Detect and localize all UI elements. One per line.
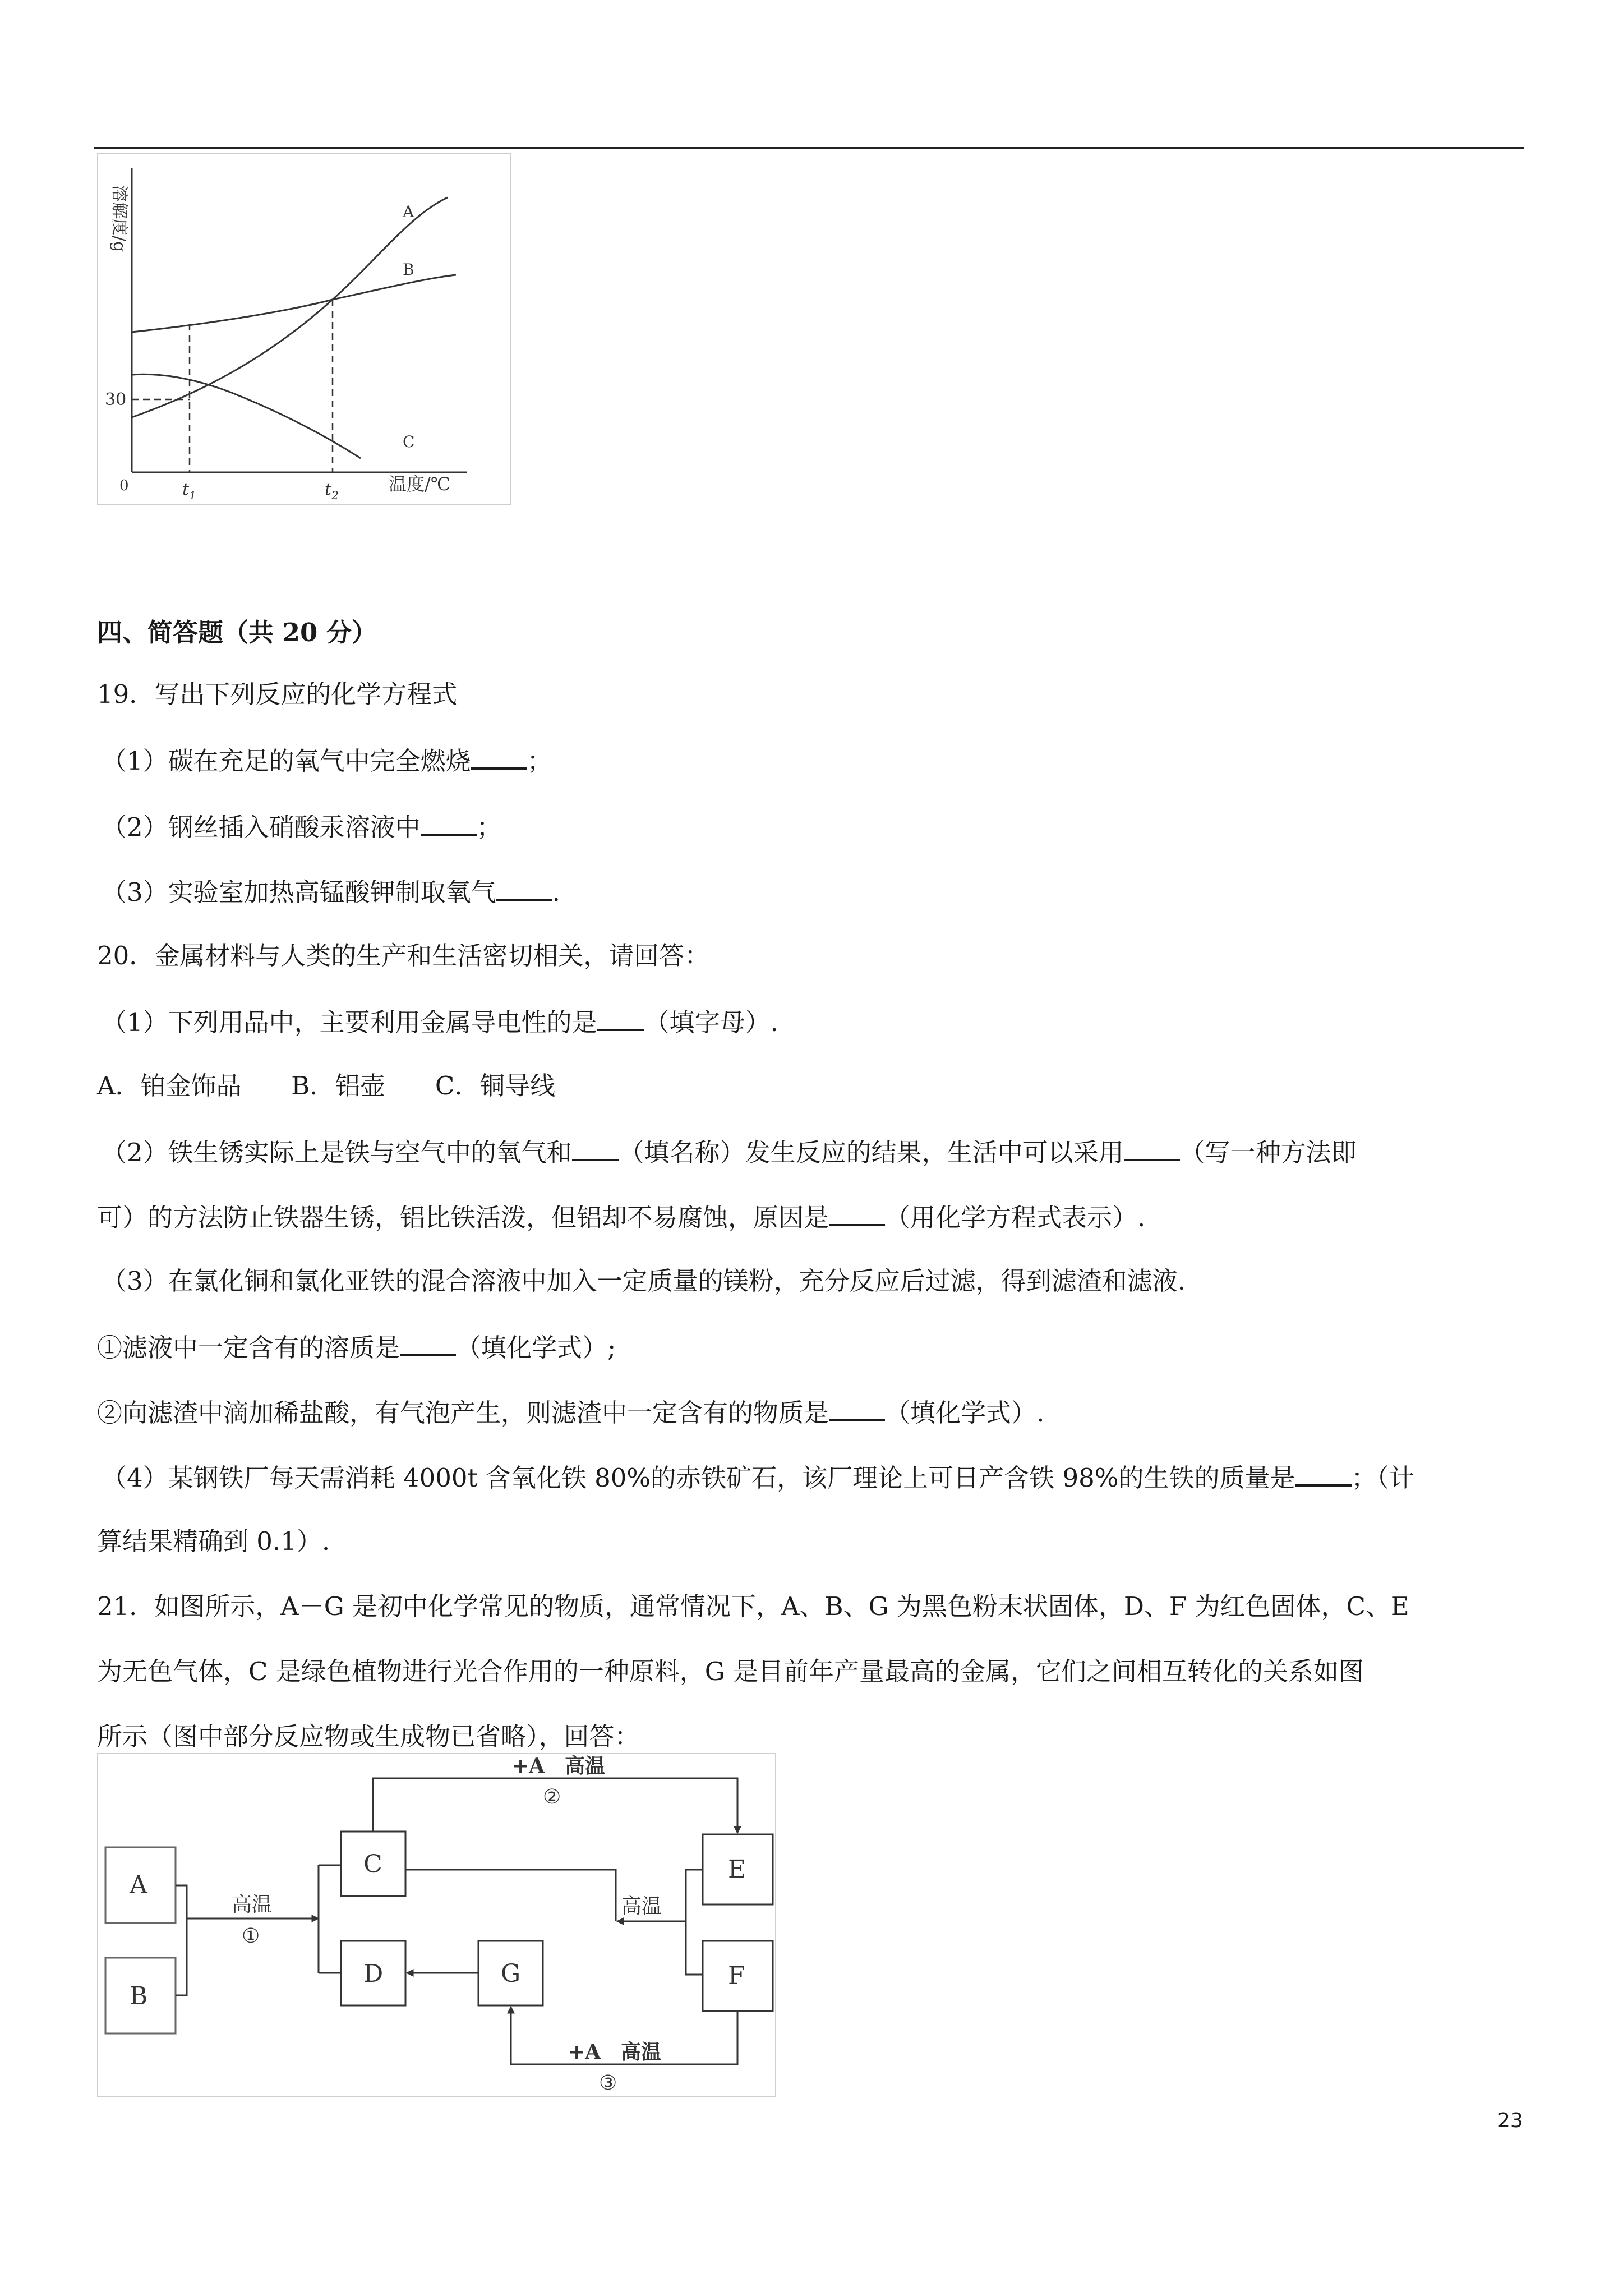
q20-part2-line2: 可）的方法防止铁器生锈，铝比铁活泼，但铝却不易腐蚀，原因是 （用化学方程式表示）. bbox=[97, 1199, 1145, 1235]
y-tick-30: 30 bbox=[105, 390, 127, 409]
y-axis-label: 溶解度/g bbox=[109, 185, 129, 252]
box-g-label: G bbox=[501, 1959, 521, 1988]
q19-part1: （1）碳在充足的氧气中完全燃烧 ； bbox=[102, 743, 552, 778]
curve-c bbox=[132, 374, 361, 458]
header-rule bbox=[94, 147, 1524, 149]
box-e-label: E bbox=[728, 1855, 746, 1884]
answer-blank bbox=[1295, 1460, 1352, 1487]
arrow1-condition: 高温 bbox=[232, 1893, 273, 1916]
arrow3-condition: +A 高温 bbox=[568, 2040, 662, 2064]
q20-option-c: C．铜导线 bbox=[435, 1071, 556, 1101]
box-d-label: D bbox=[363, 1959, 384, 1988]
x-axis-label: 温度/℃ bbox=[389, 473, 451, 495]
q20-part4-line2: 算结果精确到 0.1）. bbox=[97, 1526, 330, 1556]
curve-b bbox=[132, 275, 456, 332]
answer-blank bbox=[421, 809, 477, 836]
arrow1-number: ① bbox=[242, 1925, 260, 1948]
curve-a bbox=[132, 197, 448, 417]
answer-blank bbox=[400, 1329, 456, 1356]
curve-label-c: C bbox=[403, 432, 415, 451]
arrow2-number: ② bbox=[543, 1786, 561, 1809]
q20-part3-2: ②向滤渣中滴加稀盐酸，有气泡产生，则滤渣中一定含有的物质是 （填化学式）. bbox=[97, 1395, 1044, 1430]
curve-label-b: B bbox=[403, 260, 414, 279]
q20-option-b: B．铝壶 bbox=[291, 1071, 386, 1101]
answer-blank bbox=[572, 1134, 619, 1161]
curve-label-a: A bbox=[403, 203, 414, 221]
box-f-label: F bbox=[728, 1962, 745, 1990]
q20-part1: （1）下列用品中，主要利用金属导电性的是 （填字母）. bbox=[102, 1004, 778, 1039]
q19-part2: （2）钢丝插入硝酸汞溶液中 ； bbox=[102, 809, 502, 844]
q20-part3: （3）在氯化铜和氯化亚铁的混合溶液中加入一定质量的镁粉，充分反应后过滤，得到滤渣和滤液. bbox=[102, 1266, 1186, 1296]
answer-blank bbox=[597, 1004, 644, 1031]
answer-blank bbox=[829, 1395, 885, 1421]
q19-part3: （3）实验室加热高锰酸钾制取氧气 . bbox=[102, 874, 560, 909]
box-c-label: C bbox=[363, 1850, 382, 1879]
x-tick-t1: $t_1$ bbox=[182, 480, 196, 502]
q20-part4-line1: （4）某钢铁厂每天需消耗 4000t 含氧化铁 80%的赤铁矿石，该厂理论上可日产含铁 98%的生铁的质量是 ；（计 bbox=[102, 1460, 1414, 1495]
q21-line2: 为无色气体，C 是绿色植物进行光合作用的一种原料，G 是目前年产量最高的金属，它们之间相互转化的关系如图 bbox=[97, 1657, 1364, 1686]
q20-stem: 20．金属材料与人类的生产和生活密切相关，请回答： bbox=[97, 941, 710, 970]
q20-options bbox=[97, 1069, 555, 1103]
q20-part3-1: ①滤液中一定含有的溶质是 （填化学式）; bbox=[97, 1329, 616, 1365]
x-tick-t2: $t_2$ bbox=[325, 480, 339, 502]
arrow3-number: ③ bbox=[599, 2072, 617, 2095]
reaction-flow-diagram bbox=[97, 1753, 777, 2098]
page-number: 23 bbox=[1497, 2109, 1523, 2132]
answer-blank bbox=[1124, 1134, 1180, 1161]
answer-blank bbox=[496, 874, 552, 901]
q21-line3: 所示（图中部分反应物或生成物已省略），回答： bbox=[97, 1722, 640, 1751]
q19-stem: 19．写出下列反应的化学方程式 bbox=[97, 679, 458, 709]
arrow-ef-condition: 高温 bbox=[621, 1895, 662, 1918]
section-title: 四、简答题（共 20 分） bbox=[97, 618, 377, 647]
answer-blank bbox=[829, 1199, 885, 1226]
q20-option-a: A．铂金饰品 bbox=[97, 1071, 242, 1101]
answer-blank bbox=[471, 743, 527, 770]
q20-part2-line1: （2）铁生锈实际上是铁与空气中的氧气和 （填名称）发生反应的结果，生活中可以采用 （写一种方法即 bbox=[102, 1134, 1357, 1170]
origin-label: 0 bbox=[119, 477, 129, 494]
solubility-graph bbox=[97, 153, 511, 505]
q21-line1: 21．如图所示，A－G 是初中化学常见的物质，通常情况下，A、B、G 为黑色粉末状固体，D、F 为红色固体，C、E bbox=[97, 1591, 1409, 1621]
box-a-label: A bbox=[130, 1871, 147, 1899]
box-b-label: B bbox=[130, 1982, 148, 2010]
arrow2-condition: +A 高温 bbox=[512, 1754, 606, 1778]
